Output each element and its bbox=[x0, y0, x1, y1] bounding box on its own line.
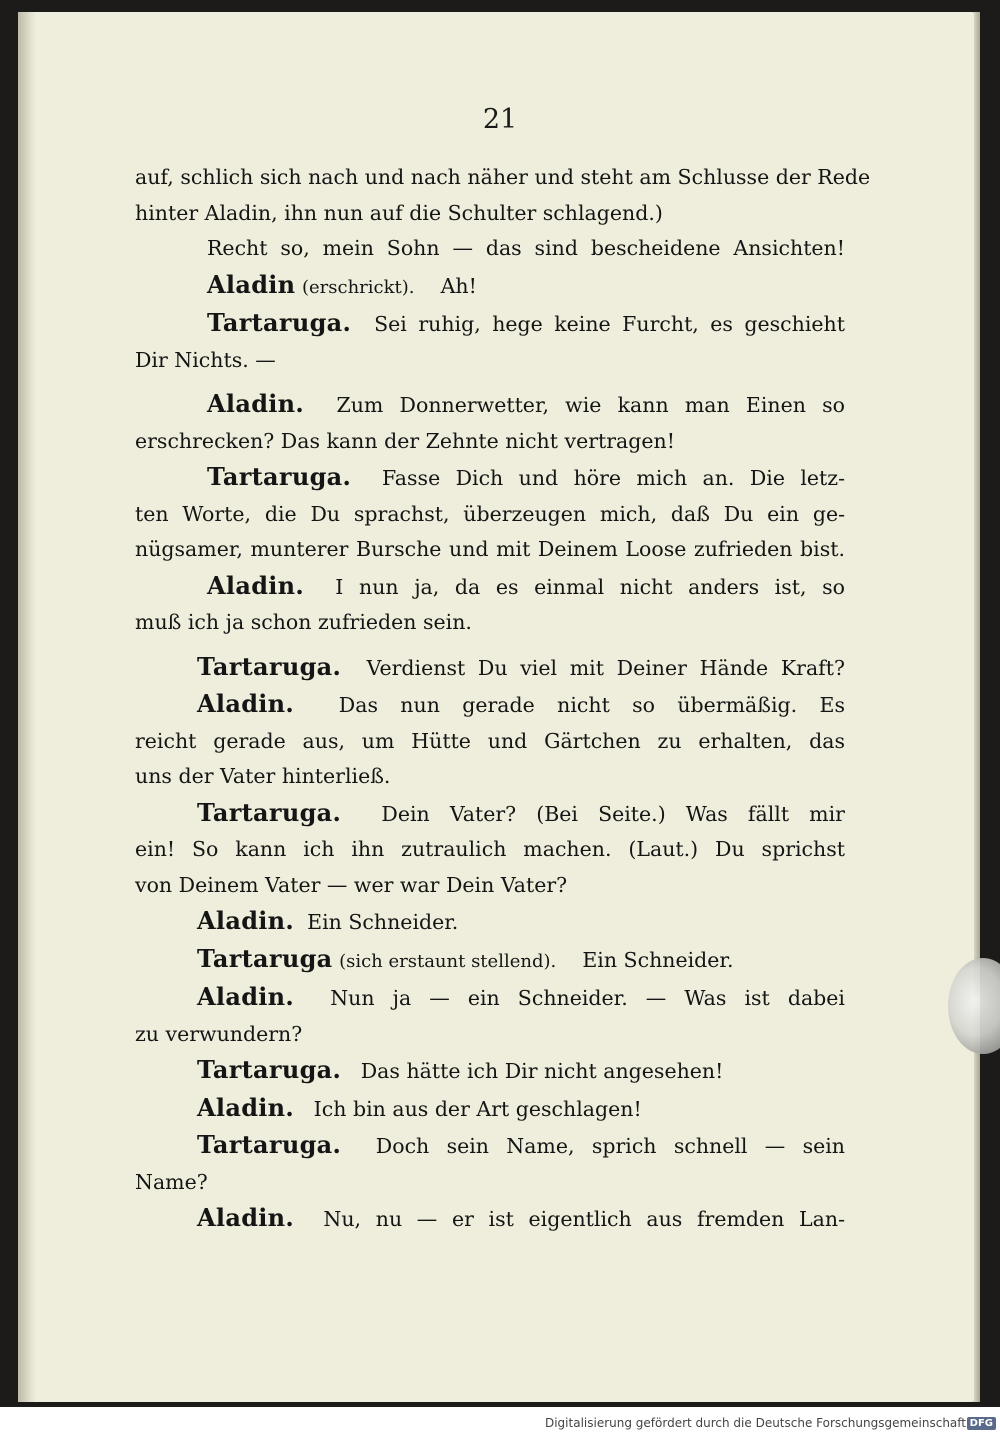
digitization-credit: Digitalisierung gefördert durch die Deutsche Forschungsgemeinschaft bbox=[544, 1416, 966, 1430]
text-line: Recht so, mein Sohn — das sind bescheidene Ansichten! bbox=[207, 236, 845, 260]
speaker-name: Tartaruga. bbox=[207, 308, 352, 337]
speaker-name: Aladin. bbox=[207, 389, 305, 418]
text-line: Aladin. Nu, nu — er ist eigentlich aus fremden Lan- bbox=[197, 1203, 845, 1232]
text-line: Tartaruga. Verdienst Du viel mit Deiner Hände Kraft? bbox=[197, 651, 845, 681]
speaker-name: Aladin bbox=[207, 269, 296, 299]
text-line: Aladin (erschrickt). Ah! bbox=[207, 269, 477, 299]
text-line: auf, schlich sich nach und nach näher und steht am Schlusse der Rede bbox=[135, 165, 871, 189]
dfg-logo: DFG bbox=[967, 1417, 996, 1430]
text-line: reicht gerade aus, um Hütte und Gärtchen zu erhalten, das bbox=[135, 728, 845, 753]
text-line: Tartaruga. Fasse Dich und höre mich an. Die letz- bbox=[207, 462, 845, 491]
text-line: Aladin. Ich bin aus der Art geschlagen! bbox=[197, 1092, 642, 1122]
text-line: Tartaruga (sich erstaunt stellend). Ein Schneider. bbox=[197, 943, 734, 973]
text-line: erschrecken? Das kann der Zehnte nicht vertragen! bbox=[135, 428, 675, 453]
page-edge bbox=[974, 12, 980, 1402]
text-line: uns der Vater hinterließ. bbox=[135, 764, 391, 788]
text-line: Tartaruga. Das hätte ich Dir nicht angesehen! bbox=[197, 1055, 724, 1084]
text-line: Aladin. I nun ja, da es einmal nicht anders ist, so bbox=[207, 570, 845, 600]
page-number: 21 bbox=[482, 104, 518, 135]
footer-bar bbox=[0, 1407, 1000, 1443]
speaker-name: Tartaruga. bbox=[197, 797, 342, 827]
text-line: Aladin. Nun ja — ein Schneider. — Was ist dabei bbox=[197, 982, 845, 1011]
speaker-name: Aladin. bbox=[197, 982, 295, 1011]
book-spine-shadow bbox=[18, 12, 36, 1402]
text-line: Tartaruga. Dein Vater? (Bei Seite.) Was fällt mir bbox=[197, 797, 845, 827]
text-line: zu verwundern? bbox=[135, 1021, 303, 1046]
text-line: Dir Nichts. — bbox=[135, 347, 276, 372]
speaker-name: Aladin. bbox=[197, 1092, 295, 1122]
speaker-name: Aladin. bbox=[197, 689, 295, 718]
speaker-name: Aladin. bbox=[197, 906, 295, 935]
speaker-name: Tartaruga. bbox=[197, 1130, 342, 1159]
page-text bbox=[135, 160, 871, 1238]
text-line: Aladin. Ein Schneider. bbox=[197, 906, 459, 935]
text-line: ten Worte, die Du sprachst, überzeugen mich, daß Du ein ge- bbox=[135, 501, 845, 526]
stage-direction: (sich erstaunt stellend). bbox=[339, 950, 557, 972]
speaker-name: Tartaruga bbox=[197, 943, 333, 973]
speaker-name: Tartaruga. bbox=[197, 1055, 342, 1084]
speaker-name: Aladin. bbox=[207, 570, 305, 600]
text-line: nügsamer, munterer Bursche und mit Deinem Loose zufrieden bist. bbox=[135, 537, 845, 561]
text-line: hinter Aladin, ihn nun auf die Schulter schlagend.) bbox=[135, 200, 663, 225]
stage-direction: (erschrickt). bbox=[301, 276, 415, 298]
text-line: ein! So kann ich ihn zutraulich machen. (Laut.) Du sprichst bbox=[135, 837, 845, 861]
text-line: Tartaruga. Sei ruhig, hege keine Furcht, es geschieht bbox=[207, 308, 845, 337]
text-line: muß ich ja schon zufrieden sein. bbox=[135, 610, 472, 634]
speaker-name: Tartaruga. bbox=[207, 462, 352, 491]
text-line: Tartaruga. Doch sein Name, sprich schnell — sein bbox=[197, 1130, 845, 1159]
text-line: von Deinem Vater — wer war Dein Vater? bbox=[135, 872, 568, 897]
text-line: Aladin. Zum Donnerwetter, wie kann man Einen so bbox=[207, 389, 845, 418]
text-line: Aladin. Das nun gerade nicht so übermäßig. Es bbox=[197, 689, 845, 718]
speaker-name: Tartaruga. bbox=[197, 651, 342, 681]
text-line: Name? bbox=[135, 1169, 208, 1194]
speaker-name: Aladin. bbox=[197, 1203, 295, 1232]
